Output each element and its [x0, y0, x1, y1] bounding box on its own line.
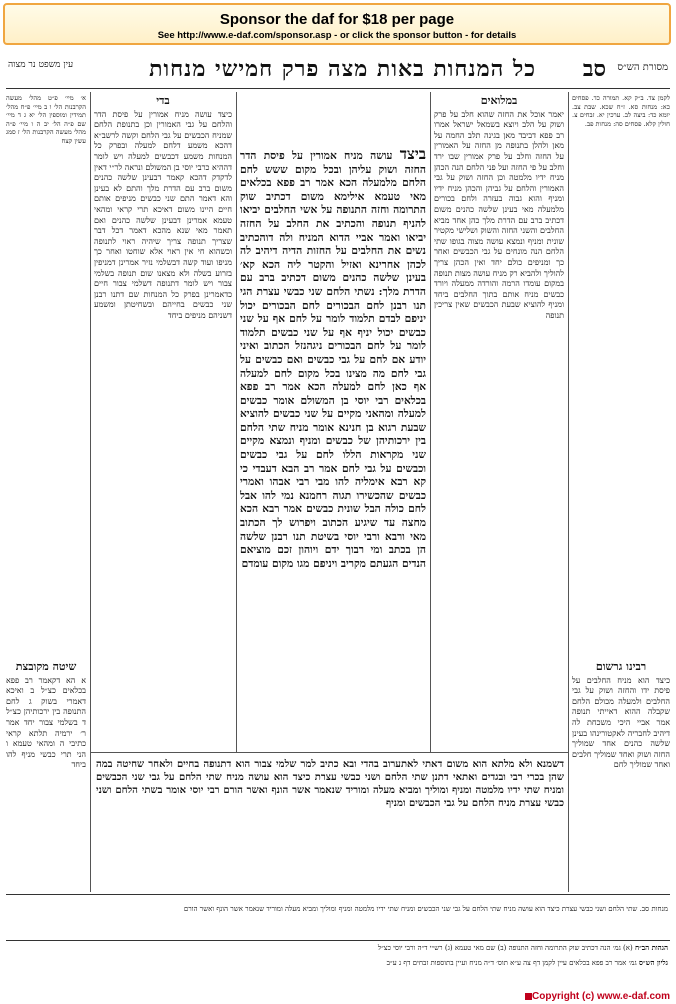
divider: [90, 752, 568, 753]
rabbeinu-gershom-text: כיצד הוא מניח החלבים על פיסת ידו והחזה ושוק על גבי החלבים ולמעלה מכולם הלחם שקבלה ההוא דאייתי תנופה אמר אביי היכי משכחת לה דיהיב לחבריה לאקטורינהו בעינן שלשה כהנים אחד שמוליך החזה ושוק ואחד שמוליך חלבים ואחד שמוליך לחם: [572, 675, 670, 770]
gemara-column: [240, 148, 426, 748]
shita-label: שיטה מקובצת: [15, 660, 77, 673]
divider: [236, 92, 237, 752]
copyright-icon: [525, 993, 532, 1000]
sponsor-subtitle[interactable]: See http://www.e-daf.com/sponsor.asp - or click the sponsor button - for details: [157, 30, 517, 41]
divider: [568, 92, 569, 892]
hagahot-label: הגהות הב״ח: [634, 943, 668, 952]
tosafot-column: [94, 94, 232, 750]
masoret-column: [572, 94, 670, 654]
footnote-rule: [6, 940, 670, 941]
bottom-notes-text: מנחות סב. שתי הלחם ושני כבשי עצרת כיצד הוא עושה מניח שתי הלחם על גבי שני הכבשים ומניח שתי ידיו מלמטה ומניף ומוליך ומביא מעלה ומוריד שנאמר אשר הונף ואשר הורם: [183, 905, 668, 913]
lower-gemara-text: דשמנא ולא מלתא הוא משום דאתי לאתערוב בהדי ובא כתיב למר שלמי צבור הוא דתנופה בחיים ולאחר שחיטה במה שהן בכרי רבי ובגדים ואתאי דתנן שתי הלחם ושני כבשי עצרת כיצד הוא עושה מניח שתי הלחם על גבי שני הכבשים ומניח שתי ידיו מלמטה ומניף ומוליך ומביא מעלה ומוריד שנאמר אשר הונף ואשר הורם רבי יוסי אומר בשתי הלחם ושני כבשי עצרת מניח הלחם על גבי הכבשים ומניף: [96, 759, 564, 809]
gemara-opening-word: ביצד: [399, 148, 426, 163]
talmud-page: [0, 48, 676, 988]
hagahot-text: (א) גמ׳ הנה דכתיב שוק התרומה וחזה התנופה (ב) שם מאי טעמא (ג) רש״י ד״ה ורבי יוסי כצ״ל: [377, 944, 633, 952]
copyright-text[interactable]: Copyright (c) www.e-daf.com: [532, 991, 670, 1002]
copyright-link[interactable]: [522, 991, 670, 1002]
divider: [430, 92, 431, 752]
ein-mishpat-text: א׳ מיי׳ פ״ט מהל׳ מעשה הקרבנות הל׳ ו ב מיי׳ פ״ח מהל׳ תמידין ומוספין הל׳ יא ג ד מיי׳ שם פ״ה הל׳ יב ה ו מיי׳ פ״ה מהל׳ מעשה הקרבנות הל׳ ז סמג עשין קצח: [6, 94, 86, 145]
page-title: כל המנחות באות מצה פרק חמישי מנחות: [149, 56, 536, 82]
folio-number: סב: [582, 56, 606, 82]
page-header: [0, 56, 676, 86]
rabbeinu-gershom-label: רבינו גרשום: [595, 660, 647, 673]
gemara-text: עושה מניח אמורין על פיסת הדר החזה ושוק עליהן ובכל מקום ששש לחם הלחם מלמעלה הכא אמר רב פפא בכלאים מאי טעמא אילימא משום דכתיב שוק התרומה וחזה התנופה על אשי החלבים יביאו להניף תנופה והכתיב את החלב על החזה יביאו ואמר אביי הדוא המניח ולה דוהכתיב נשים את החלבים על החזות הדיה דיהיב לה לכהן אחרינא ואזיל והקטר ליה הכא קא׳ בעינן שלשה כהנים משום דכתיב ברב עם הדרת מלך: נשתי הלחם שני כבשי עצרת הגי תנו רבנן לחם הבכורים לחם הבכורים יכול יניפם לבדם תלמוד לומר על לחם אף על שני כבשים יכול יניף אף על שני כבשים תלמוד לומר על לחם הבכורים ניגהנזל הכתוב ואיני יודע אם לחם על גבי כבשים ואם כבשים על גבי לחם מה מצינו בכל מקום לחם למעלה אף כאן לחם למעלה הכא אמר רב פפא בכלאים רבי יוסי בן המשולם אומר כבשים למעלה ומהאני מקיים על שני כבשים להוציא שבעת רגוא בן חנינא אומר מניח שתי הלחם בין ירכותיהן של כבשים ומניף ונמצא מקיים שני מקראות הללו לחם על גבי כבשים וכבשים על גבי לחם אמר רב הבא דעבדי כי קא רבא אימליה להו מבי רבי אבהו ואמרי כבשים שהכשירו תגוה רחמנא נמי להו אבל לחם כולה הבל שונית כבשים אמר רבא הכא מחצה עד שיגיע הכתוב ויפרוש לך הכתוב מאי ורבא ורבי יוסי בשיטת תנו רבנן שלשה הן בכתב ומי רבוך ידם ויוהון זכם מוציאם הנדים הגעתם מקריב ויניפם מגו מקום עומדם: [240, 150, 426, 570]
masoret-label: מסורת הש״ס: [617, 62, 668, 73]
ein-mishpat-label: עין משפט נר מצוה: [8, 60, 74, 70]
rashi-column: [434, 94, 564, 750]
bottom-notes: [8, 898, 668, 938]
divider: [90, 92, 91, 892]
tosafot-label: בדי: [156, 94, 170, 107]
ein-mishpat-column: [6, 94, 86, 654]
rashi-label: במלואים: [480, 94, 518, 107]
footnote-rule: [6, 894, 670, 895]
shita-column: [6, 660, 86, 890]
sponsor-banner[interactable]: [3, 3, 671, 45]
lower-gemara: [96, 758, 564, 886]
gilyon-text: גמ׳ אמר רב פפא בכלאים עיין לקמן דף צה ע״א תוס׳ ד״ה מניח ועיין בתוספות זבחים דף נ ע״ב: [386, 959, 637, 967]
shita-text: א הא דקאמר רב פפא בכלאים כצ״ל ב ואיכא דאמרי בשוק ג לחם התנופה בין ירכותיהן כצ״ל ד בשלמי צבור יחד אמר ר׳ ירמיה תלתא קראי כתיבי ה ומהאי טעמא ו הני תרי כבשי מניף להו ביחד: [6, 675, 86, 770]
rabbeinu-gershom-column: [572, 660, 670, 890]
hagahot-row: [8, 943, 668, 957]
gilyon-row: [8, 958, 668, 972]
tosafot-text: כיצד עושה מניח אמורין על פיסת הדר והלחם על גבי האמורין וכן בתנופת הלחם שמניח הכבשים על גבי הלחם וקשה לרשב״א דהכא משמע דלחם למעלה ובפרק כל המנחות משמע דכבשים למעלה ויש לומר דההיא כרבי יוסי בן המשולם ונראה לר״י דאין לדקדק דהכא קאמר דבעינן שלשה כהנים משום ברב עם הדרת מלך והתם לא בעינן והא דאמר התם שני כבשים מניפים אותם חיים היינו משום דאיכא תרי קראי ומהאי טעמא אמרינן דבעינן שלשה כהנים ואם תאמר מאי שנא מהכא דאמר דכל דבר שצריך תנופה צריך שיהיה ראוי לתנופה וכשהוא חי אין ראוי אלא שוחטו ואחר כך מניפו ועוד קשה דבשלמי נזיר אמרינן דמניפין בזרוע בשלה ולא מצאנו שום תנופה בשלמי צבור ויש לומר דתנופה דשלמי צבור חיים כדאמרינן בפרק כל המנחות שם דתנו רבנן שני כבשים בחייהם ובשחיטתן ומשמע דשניהם מניפים ביחד: [94, 109, 232, 320]
sponsor-title[interactable]: Sponsor the daf for $18 per page: [219, 11, 455, 28]
rashi-text: יאמר אוכל את החזה שהוא חלב על פרק ושוק על הלב ויוצא בשמאל ישראל אמרו רב פפא דביבד מאן בגינה תלב החמה על מאן ולהלן בתנופה מן החזה על האמורין על החזה וחלב על פרק אמורין שבו ירד וחלב על פי החזה ועל פני הלחם הנה הכהן מניח ידיו מלמטה וכן החזה ושוק על גבי האמורין והלחם על גביהן והכהן מניח ידיו ומניף והוא גבוה בעזרה ולחם בכורים מלמעלה מאי בעינן שלשה כהנים משום דכתיב ברב עם הדרת מלך כהן אחד מביא החלבים והשני החזה והשוק ושלישי מקטיר שונית ומניף ונמצא עושה מצוה בגופו שתי הלחם הנה מונחים על גבי הכבשים ואחר כך ומניפים כולם יחד ואין הכהן צריך להוליך ולהביא רק מניח עושה מצות תנופה במקום עומדו הרמה והורדה ממעלה ויורד כבשים מניח אותם בתוך החלבים ביחד ומניף להוציא שבעת הכבשים שאין צריכין תנופה: [434, 109, 564, 320]
masoret-text: לקמן צד. ב״ק קא. תמורה כד. פסחים כא: מנחות סא. ז״ח שכא. שבת צב. יומא כד: ביצה לב. ערכין יא. זבחים צ. חולין קלא. פסחים סה: מנחות פב.: [572, 94, 670, 128]
gilyon-label: גליון הש״ס: [638, 958, 668, 967]
header-rule: [6, 88, 670, 89]
